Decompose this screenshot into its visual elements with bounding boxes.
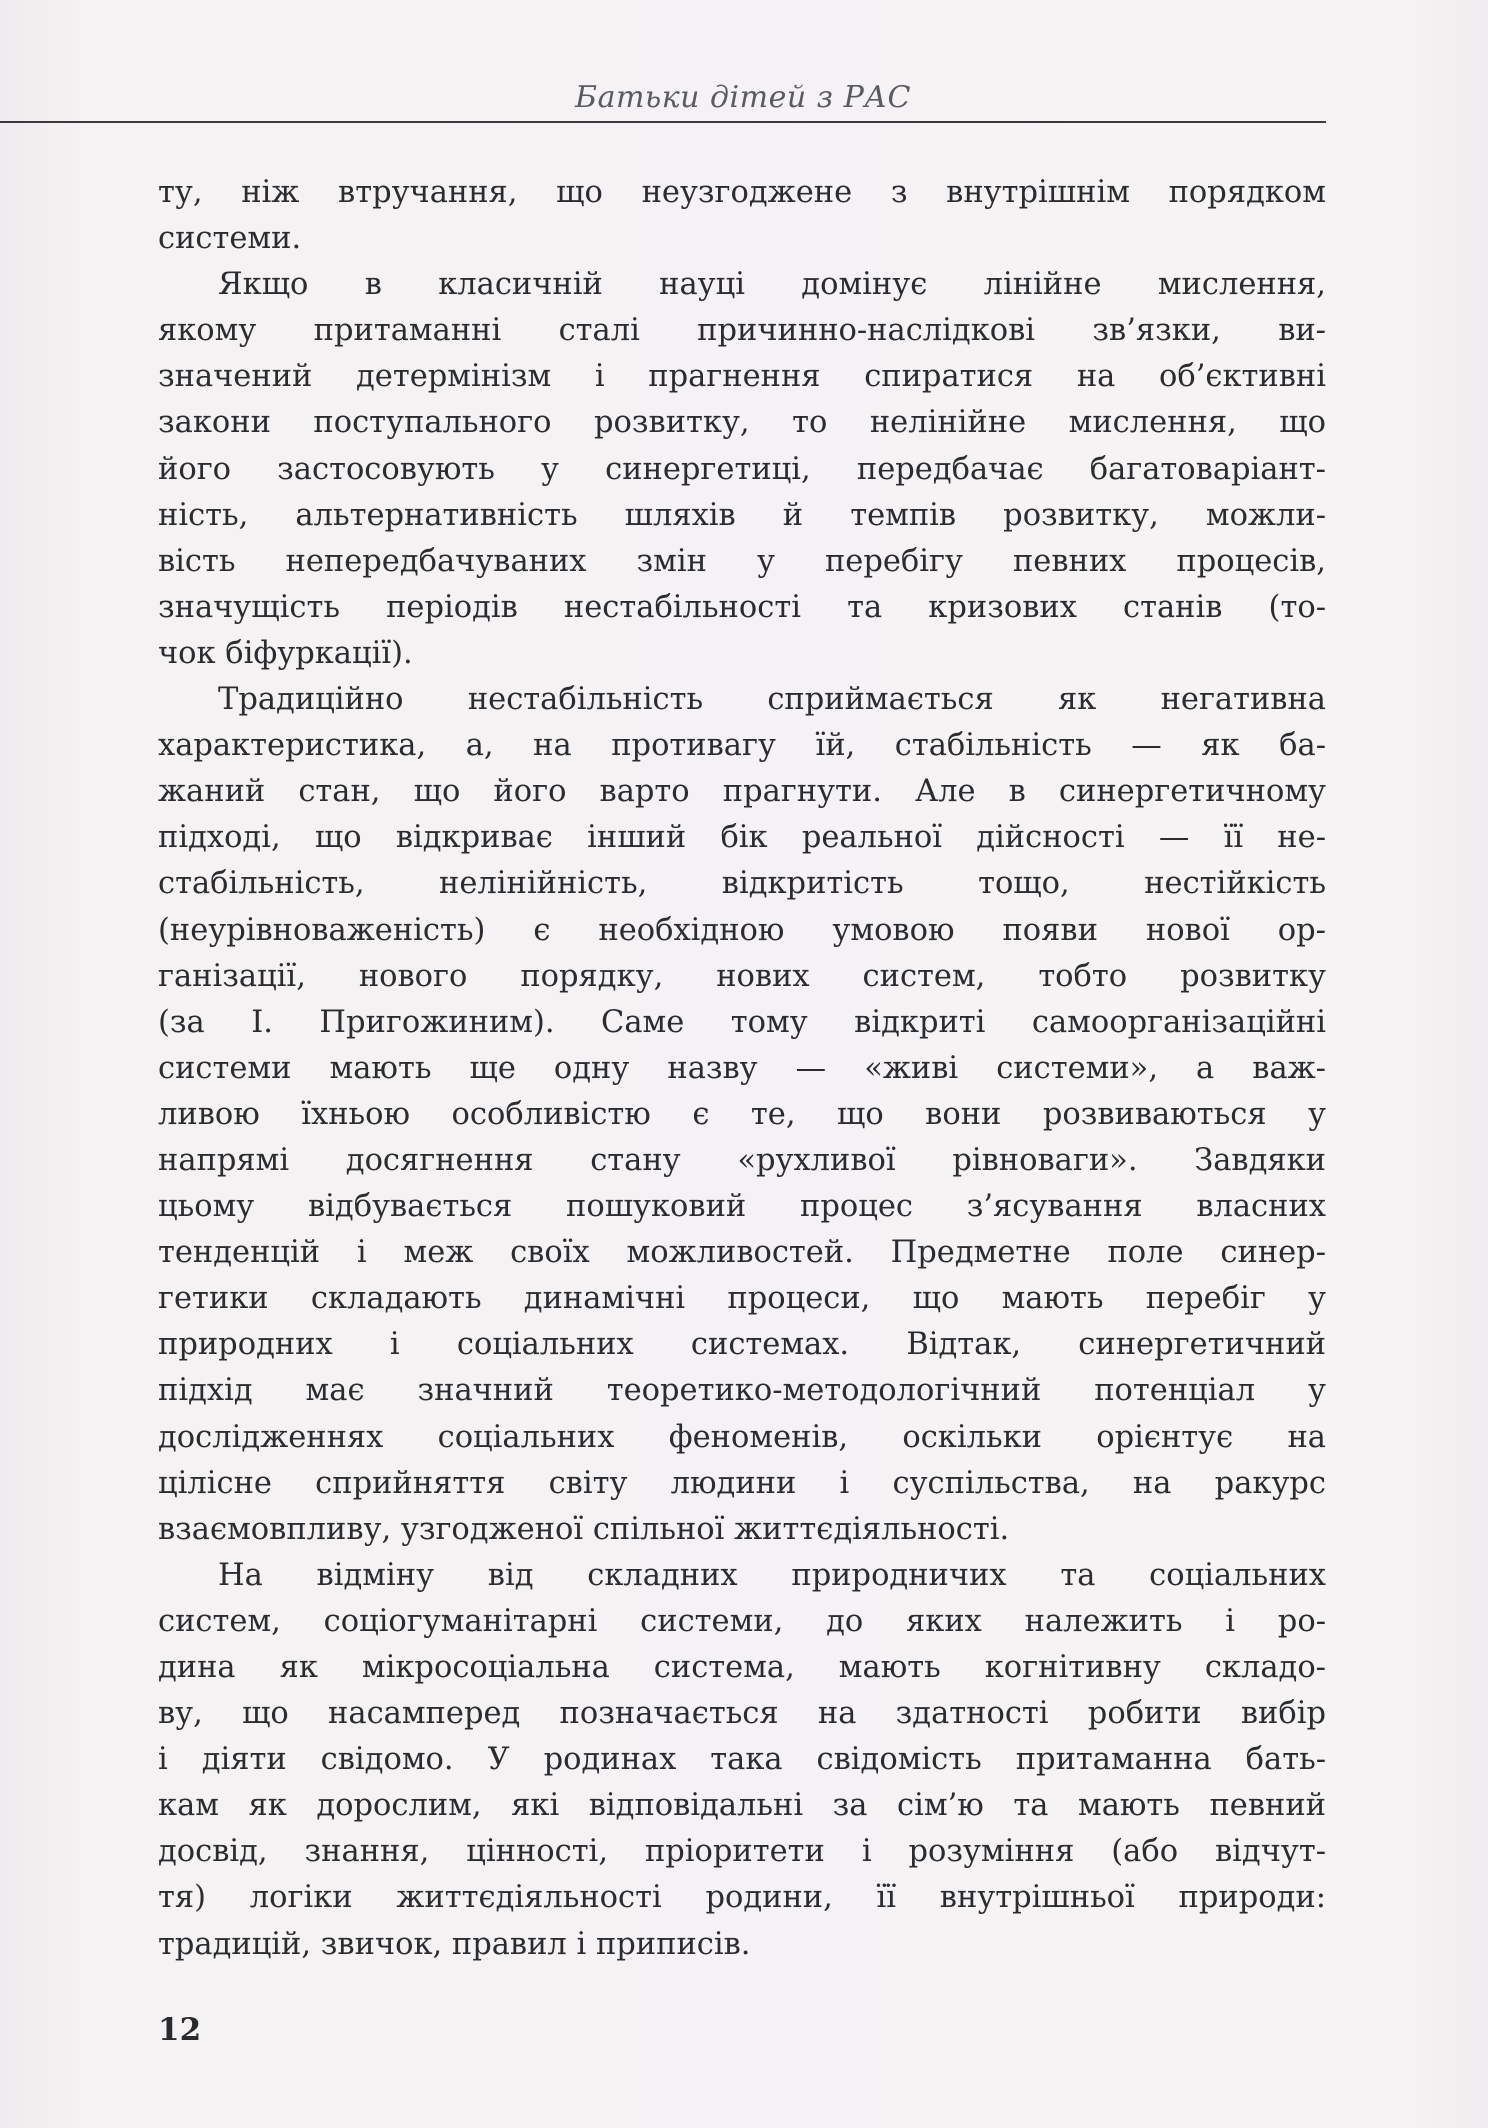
text-line: закони поступального розвитку, то нелінійне мислення, що [158,405,1326,441]
text-line: природних і соціальних системах. Відтак, синергетичний [158,1327,1326,1363]
text-line: традицій, звичок, правил і приписів. [158,1926,751,1962]
page-number: 12 [158,2012,202,2048]
text-line: напрямі досягнення стану «рухливої рівноваги». Завдяки [158,1142,1326,1178]
text-line: цілісне сприйняття світу людини і суспільства, на ракурс [158,1465,1326,1501]
text-line: стабільність, нелінійність, відкритість тощо, нестійкість [158,866,1326,902]
text-line: Традиційно нестабільність сприймається як негативна [218,682,1326,718]
text-line: взаємовпливу, узгодженої спільної життєдіяльності. [158,1511,1010,1547]
running-header-title: Батьки дітей з РАС [575,80,911,115]
text-line: чок біфуркації). [158,635,413,671]
text-line: значущість періодів нестабільності та кризових станів (то- [158,589,1326,625]
text-line: (за І. Пригожиним). Саме тому відкриті самоорганізаційні [158,1004,1326,1040]
text-line: цьому відбувається пошуковий процес з’ясування власних [158,1189,1326,1225]
text-line: ву, що насамперед позначається на здатності робити вибір [158,1696,1326,1732]
text-line: характеристика, а, на противагу їй, стабільність — як ба- [158,728,1326,764]
text-line: підході, що відкриває інший бік реальної дійсності — її не- [158,820,1326,856]
text-line: кам як дорослим, які відповідальні за сім’ю та мають певний [158,1788,1326,1824]
text-line: ту, ніж втручання, що неузгоджене з внутрішнім порядком [158,175,1326,210]
text-line: На відміну від складних природничих та соціальних [218,1557,1326,1593]
text-line: підхід має значний теоретико-методологічний потенціал у [158,1373,1326,1409]
text-line: тенденцій і меж своїх можливостей. Предметне поле синер- [158,1235,1326,1271]
text-line: дина як мікросоціальна система, мають когнітивну складо- [158,1650,1326,1685]
text-line: ливою їхньою особливістю є те, що вони розвиваються у [158,1096,1326,1132]
text-line: тя) логіки життєдіяльності родини, її внутрішньої природи: [158,1880,1326,1916]
text-line: якому притаманні сталі причинно-наслідкові зв’язки, ви- [158,313,1326,349]
text-line: і діяти свідомо. У родинах така свідомість притаманна бать- [158,1742,1326,1778]
text-line: його застосовують у синергетиці, передбачає багатоваріант- [158,451,1326,487]
text-line: ність, альтернативність шляхів й темпів розвитку, можли- [158,497,1326,533]
text-line: дослідженнях соціальних феноменів, оскільки орієнтує на [158,1419,1326,1455]
text-line: систем, соціогуманітарні системи, до яких належить і ро- [158,1603,1326,1639]
text-line: жаний стан, що його варто прагнути. Але в синергетичному [158,774,1326,810]
text-line: Якщо в класичній науці домінує лінійне мислення, [218,267,1326,303]
text-line: значений детермінізм і прагнення спиратися на об’єктивні [158,359,1326,395]
text-line: ганізації, нового порядку, нових систем, тобто розвитку [158,958,1326,994]
text-line: вість непередбачуваних змін у перебігу певних процесів, [158,543,1326,579]
header-rule [0,121,1326,123]
text-line: досвід, знання, цінності, пріоритети і розуміння (або відчут- [158,1834,1326,1870]
body-text [158,170,1326,1968]
text-line: (неурівноваженість) є необхідною умовою появи нової ор- [158,912,1326,948]
text-line: системи мають ще одну назву — «живі системи», а важ- [158,1050,1326,1086]
text-line: гетики складають динамічні процеси, що мають перебіг у [158,1281,1326,1317]
text-line: системи. [158,221,302,257]
